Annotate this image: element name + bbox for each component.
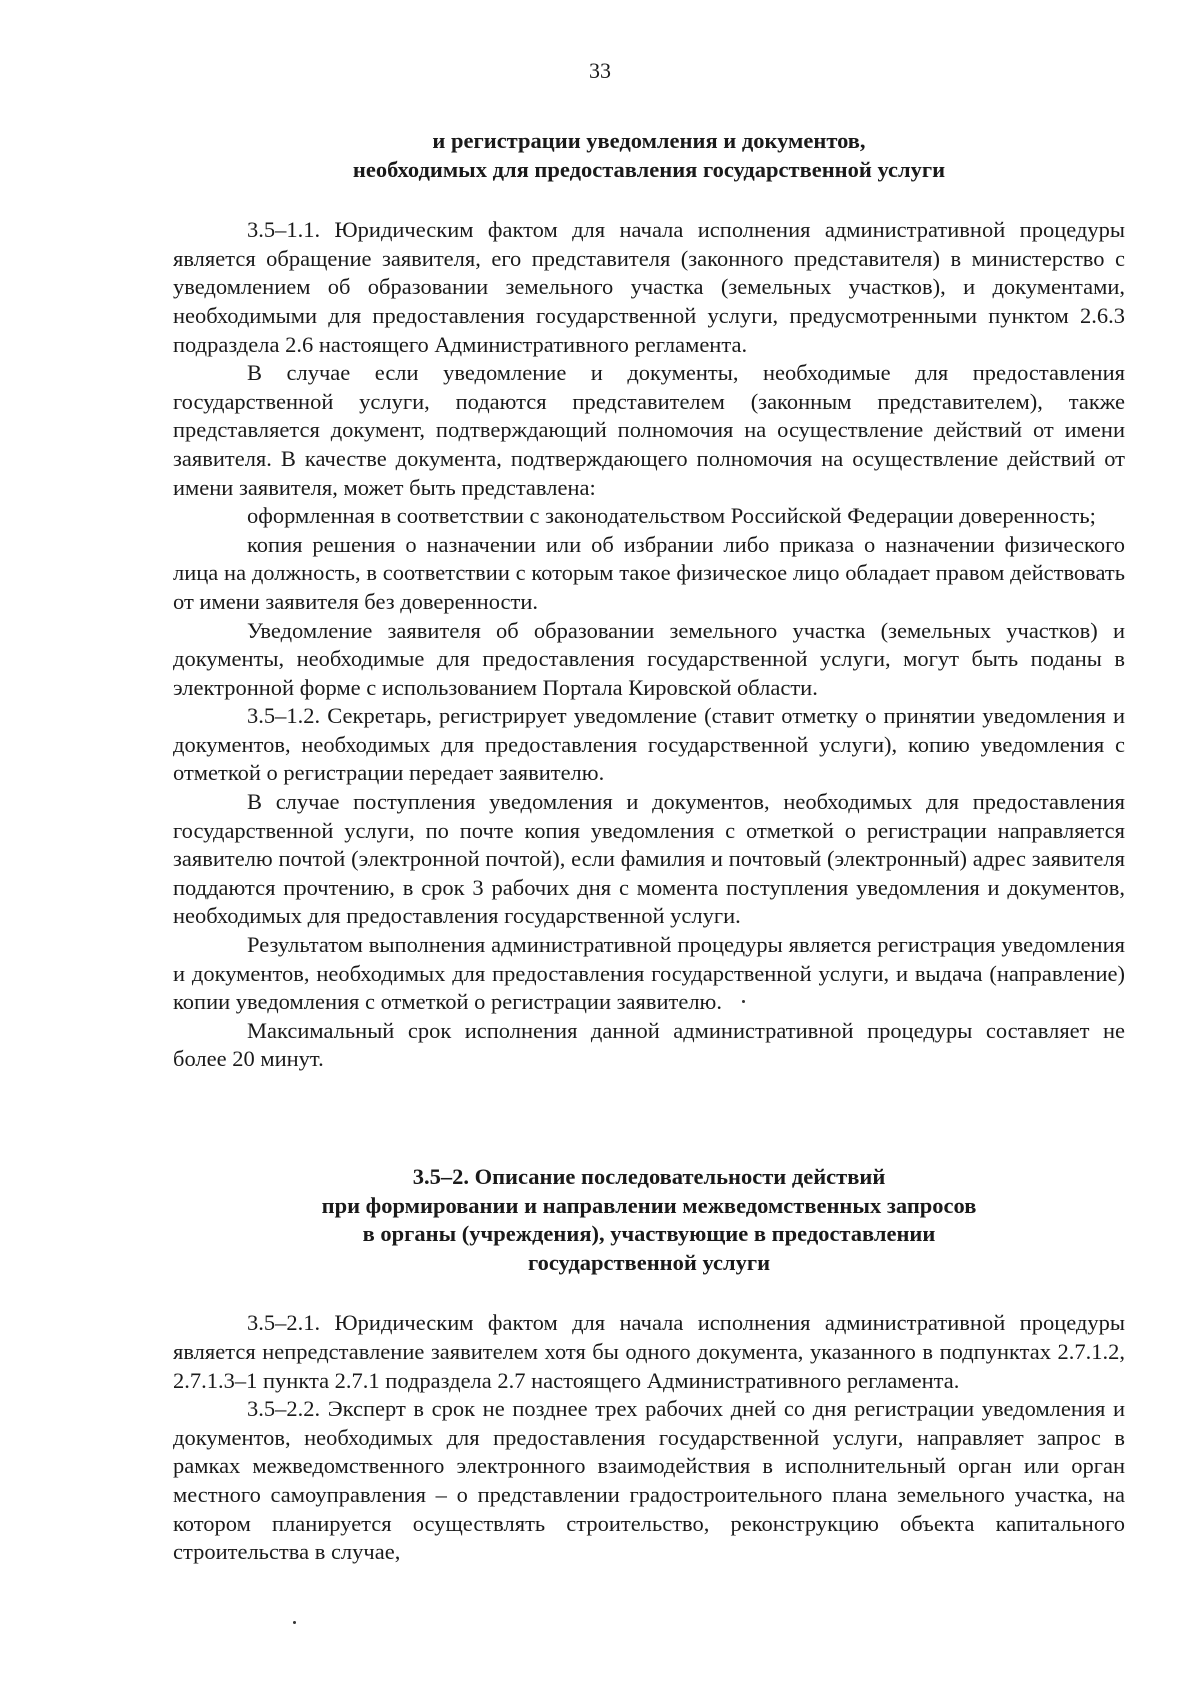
section-heading (173, 127, 1125, 184)
section-interagency-requests (173, 1163, 1125, 1567)
paragraph: В случае поступления уведомления и документов, необходимых для предоставления государственной услуги, по почте копия уведомления с отметкой о регистрации направляется заявителю почтой (электронной почтой), если фамилия и почтовый (электронный) адрес заявителя поддаются прочтению, в срок 3 рабочих дня с момента поступления уведомления и документов, необходимых для предоставления государственной услуги. (173, 789, 1125, 929)
paragraph: Уведомление заявителя об образовании земельного участка (земельных участков) и документы, необходимые для предоставления государственной услуги, могут быть поданы в электронной форме с использованием Портала Кировской области. (173, 617, 1125, 700)
section-registration (173, 127, 1125, 1074)
paragraph: 3.5–1.2. Секретарь, регистрирует уведомление (ставит отметку о принятии уведомления и документов, необходимых для предоставления государственной услуги), копию уведомления с отметкой о регистрации передает заявителю. (173, 703, 1125, 786)
paragraph: 3.5–1.1. Юридическим фактом для начала исполнения административной процедуры является обращение заявителя, его представителя (законного представителя) в министерство с уведомлением об образовании земельного участка (земельных участков), и документами, необходимыми для предоставления государственной услуги, предусмотренными пунктом 2.6.3 подраздела 2.6 настоящего Административного регламента. (173, 217, 1125, 357)
paragraph: Максимальный срок исполнения данной административной процедуры составляет не более 20 минут. (173, 1017, 1125, 1072)
paragraph: 3.5–2.1. Юридическим фактом для начала исполнения административной процедуры является непредставление заявителем хотя бы одного документа, указанного в подпунктах 2.7.1.2, 2.7.1.3–1 пункта 2.7.1 подраздела 2.7 настоящего Административного регламента. (173, 1310, 1125, 1393)
page-number: 33 (589, 58, 611, 83)
heading-line: в органы (учреждения), участвующие в предоставлении (362, 1221, 936, 1247)
paragraph: Результатом выполнения административной процедуры является регистрация уведомления и документов, необходимых для предоставления государственной услуги, и выдача (направление) копии уведомления с отметкой о регистрации заявителю. (173, 932, 1125, 1015)
paragraph: В случае если уведомление и документы, необходимые для предоставления государственной услуги, подаются представителем (законным представителем), также представляется документ, подтверждающий полномочия на осуществление действий от имени заявителя. В качестве документа, подтверждающего полномочия на осуществление действий от имени заявителя, может быть представлена: (173, 360, 1125, 500)
scan-speck (742, 1000, 745, 1003)
scan-speck (293, 1621, 296, 1624)
heading-line: при формировании и направлении межведомственных запросов (321, 1192, 977, 1218)
heading-line: необходимых для предоставления государственной услуги (352, 156, 946, 182)
heading-line: 3.5–2. Описание последовательности действий (412, 1164, 886, 1189)
heading-line: государственной услуги (527, 1249, 771, 1275)
paragraph: 3.5–2.2. Эксперт в срок не позднее трех рабочих дней со дня регистрации уведомления и документов, необходимых для предоставления государственной услуги, направляет запрос в рамках межведомственного электронного взаимодействия в исполнительный орган или орган местного самоуправления – о представлении градостроительного плана земельного участка, на котором планируется осуществлять строительство, реконструкцию объекта капитального строительства в случае, (173, 1396, 1125, 1565)
paragraph: оформленная в соответствии с законодательством Российской Федерации доверенность; (247, 503, 1096, 529)
section-heading (173, 1163, 1125, 1277)
paragraph: копия решения о назначении или об избрании либо приказа о назначении физического лица на должность, в соответствии с которым такое физическое лицо обладает правом действовать от имени заявителя без доверенности. (173, 531, 1125, 614)
heading-line: и регистрации уведомления и документов, (432, 128, 866, 153)
